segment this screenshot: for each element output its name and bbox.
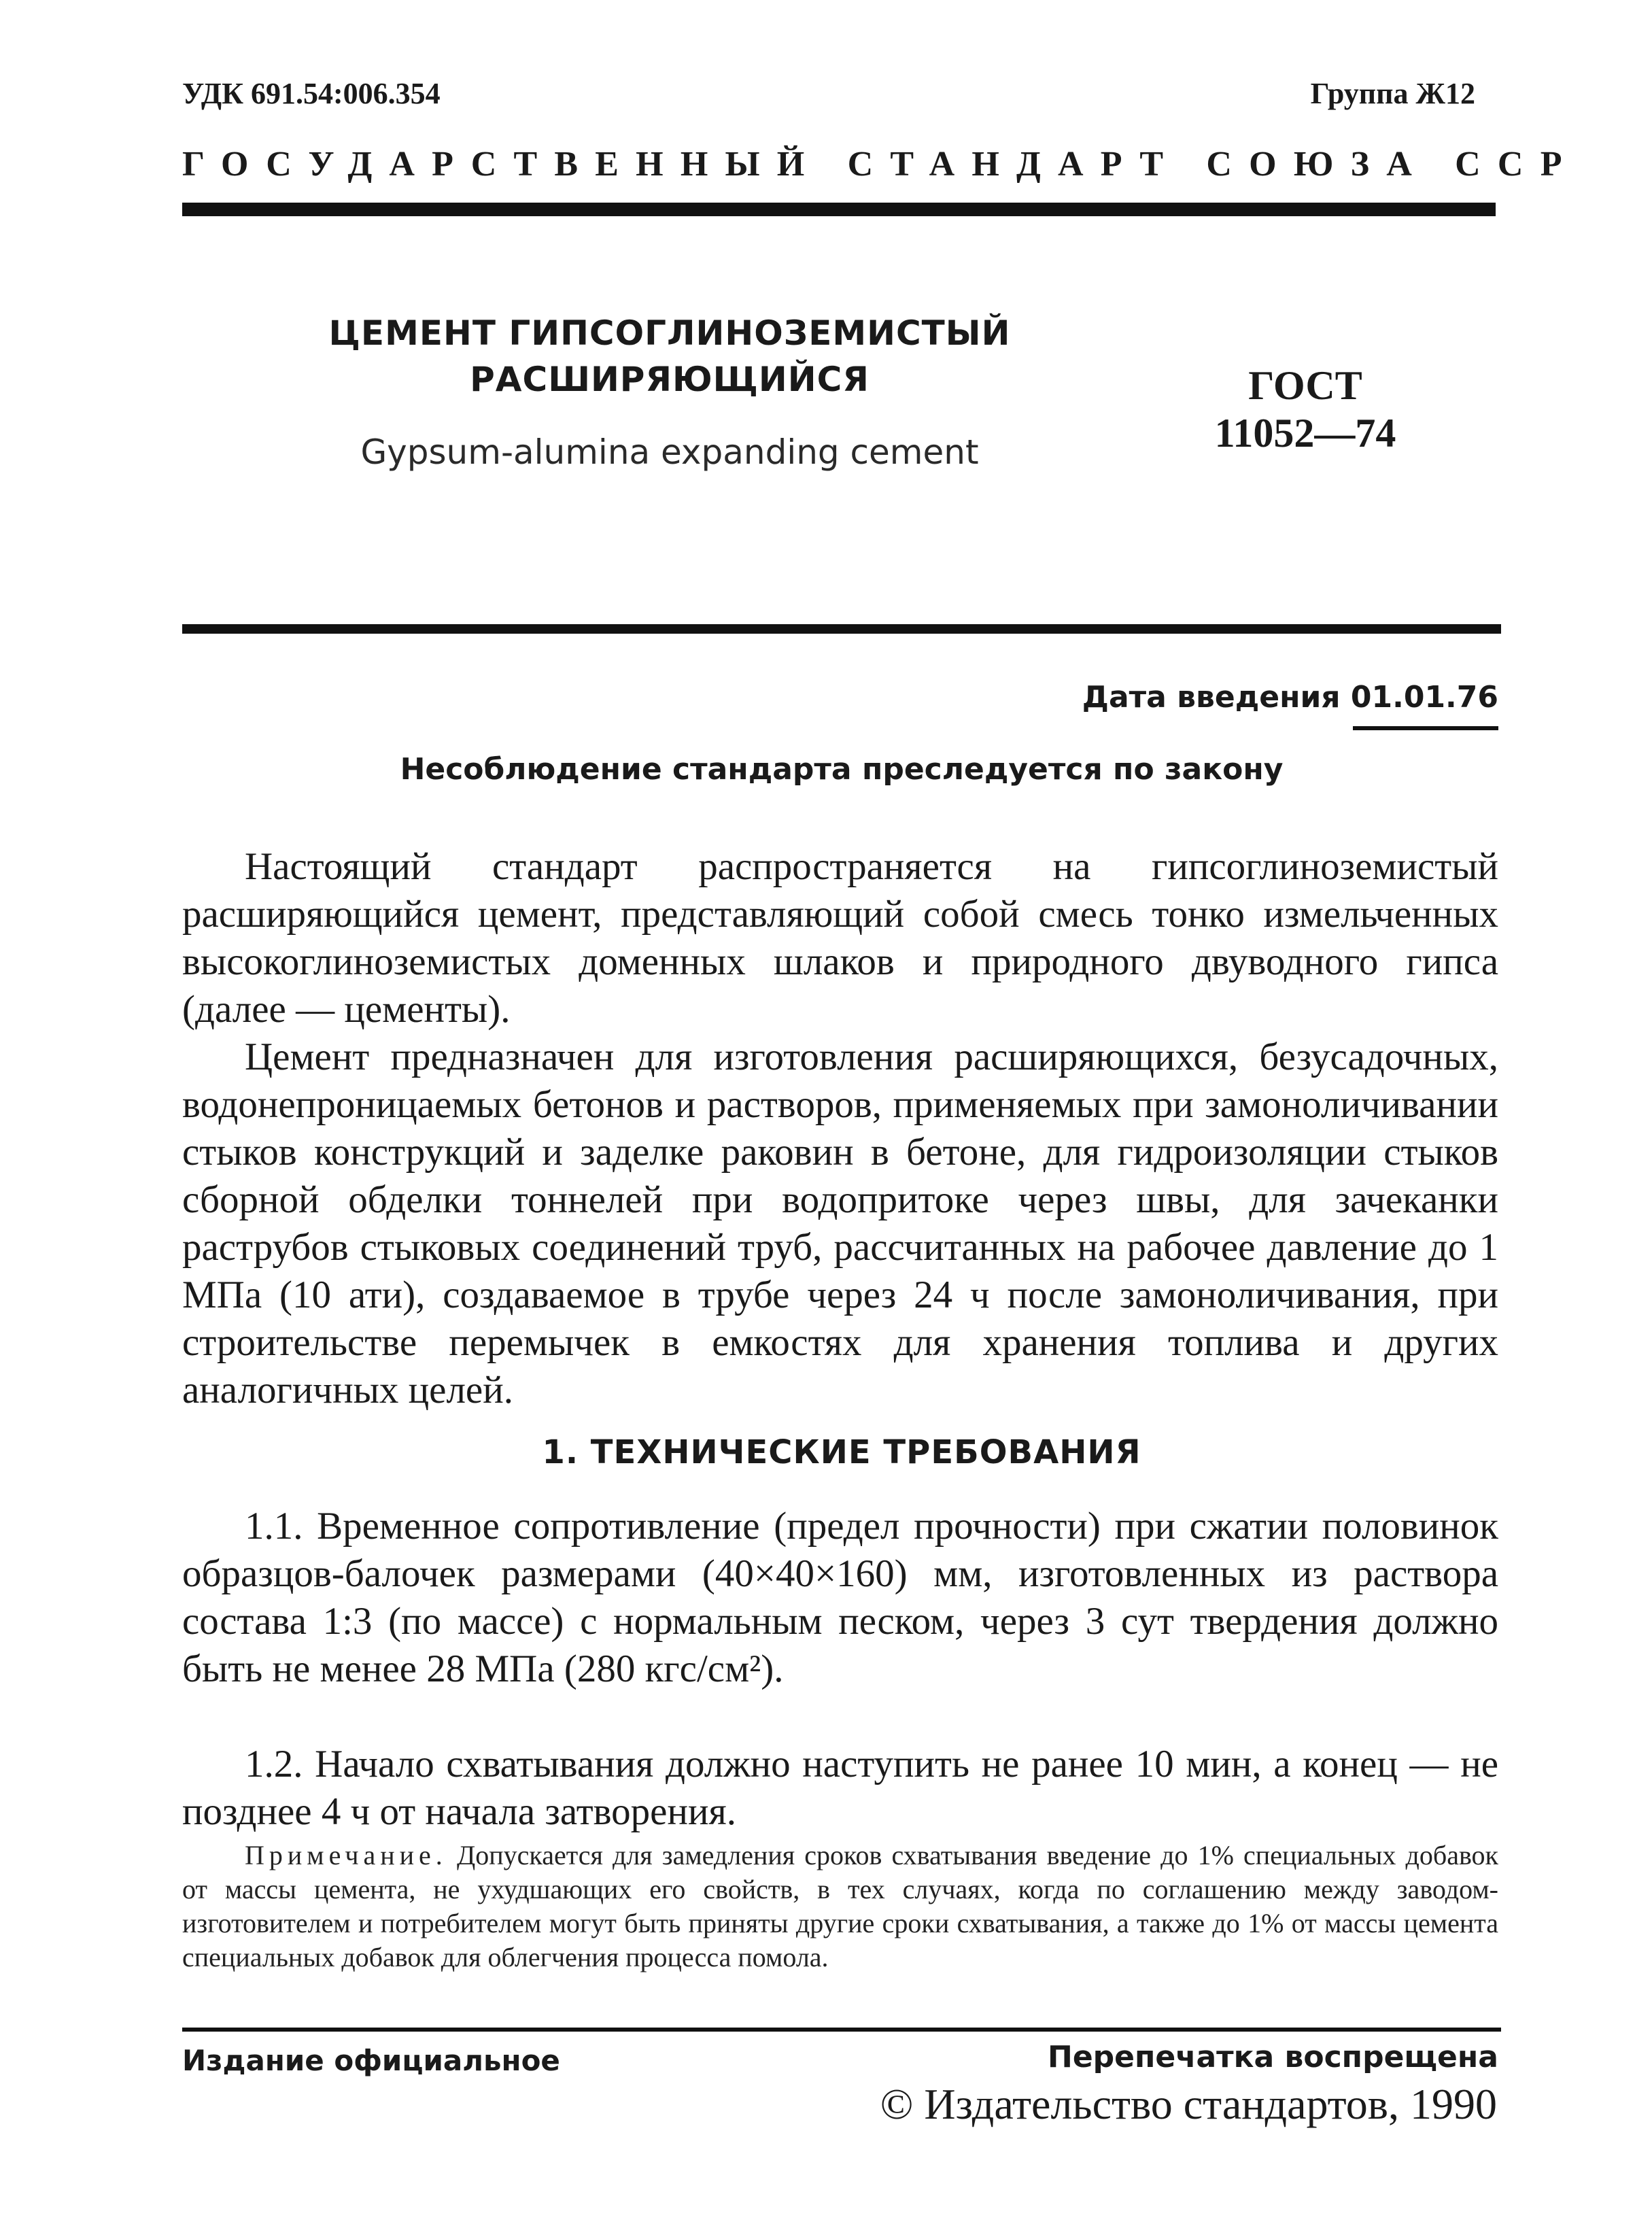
official-edition-label: Издание официальное: [182, 2044, 560, 2077]
note-block: [182, 1839, 1498, 1975]
footer-divider: [182, 2028, 1501, 2032]
purpose-paragraph: Цемент предназначен для изготовления расширяющихся, безусадочных, водонепроницаемых бетонов и растворов, применяемых при замоноличивании стыков конструкций и заделке раковин в бетоне, для гидроизоляции стыков сборной обделки тоннелей при водопритоке через швы, для зачеканки раструбов стыковых соединений труб, рассчитанных на рабочее давление до 1 МПа (10 ати), создаваемое в трубе через 24 ч после замоноличивания, при строительстве перемычек в емкостях для хранения топлива и других аналогичных целей.: [182, 1036, 1498, 1412]
gost-label: ГОСТ: [1248, 363, 1362, 408]
title-line-1: ЦЕМЕНТ ГИПСОГЛИНОЗЕМИСТЫЙ: [328, 313, 1011, 353]
copyright-text: Издательство стандартов, 1990: [924, 2080, 1497, 2128]
english-title: Gypsum-alumina expanding cement: [360, 432, 979, 472]
copyright-icon: ©: [880, 2080, 914, 2128]
intro-paragraph: Настоящий стандарт распространяется на гипсоглиноземистый расширяющийся цемент, представляющий собой смесь тонко измельченных высокоглиноземистых доменных шлаков и природного двуводного гипса (далее — цементы).: [182, 845, 1498, 1031]
state-standard-heading: ГОСУДАРСТВЕННЫЙ СТАНДАРТ СОЮЗА ССР: [182, 145, 1579, 184]
udk-code: УДК 691.54:006.354: [182, 77, 441, 110]
clause-1-2: 1.2. Начало схватывания должно наступить не ранее 10 мин, а конец — не позднее 4 ч от начала затворения.: [182, 1743, 1498, 1833]
gost-number: 11052—74: [1214, 411, 1396, 456]
introduction-date: Дата введения 01.01.76: [1082, 680, 1498, 715]
note-label: Примечание.: [245, 1840, 447, 1870]
clause-1-1: 1.1. Временное сопротивление (предел прочности) при сжатии половинок образцов-балочек размерами (40×40×160) мм, изготовленных из раствора состава 1:3 (по массе) с нормальным песком, через 3 сут твердения должно быть не менее 28 МПа (280 кгс/см²).: [182, 1505, 1498, 1690]
law-notice: Несоблюдение стандарта преследуется по закону: [400, 752, 1284, 787]
group-code: Группа Ж12: [1310, 77, 1475, 110]
copyright-line: [880, 2079, 1497, 2130]
note-text: Допускается для замедления сроков схватывания введение до 1% специальных добавок от массы цемента, не ухудшающих его свойств, в тех случаях, когда по соглашению между заводом-изготовителем и потребителем могут быть приняты другие сроки схватывания, а также до 1% от массы цемента специальных добавок для облегчения процесса помола.: [182, 1840, 1498, 1972]
document-title: [272, 310, 1067, 403]
title-line-2: РАСШИРЯЮЩИЙСЯ: [470, 360, 870, 399]
reprint-prohibited-label: Перепечатка воспрещена: [1048, 2040, 1498, 2074]
gost-designation: [1169, 362, 1441, 457]
top-divider: [182, 203, 1496, 216]
title-divider: [182, 624, 1501, 634]
section-heading: 1. ТЕХНИЧЕСКИЕ ТРЕБОВАНИЯ: [542, 1433, 1141, 1471]
date-underline: [1353, 726, 1498, 730]
